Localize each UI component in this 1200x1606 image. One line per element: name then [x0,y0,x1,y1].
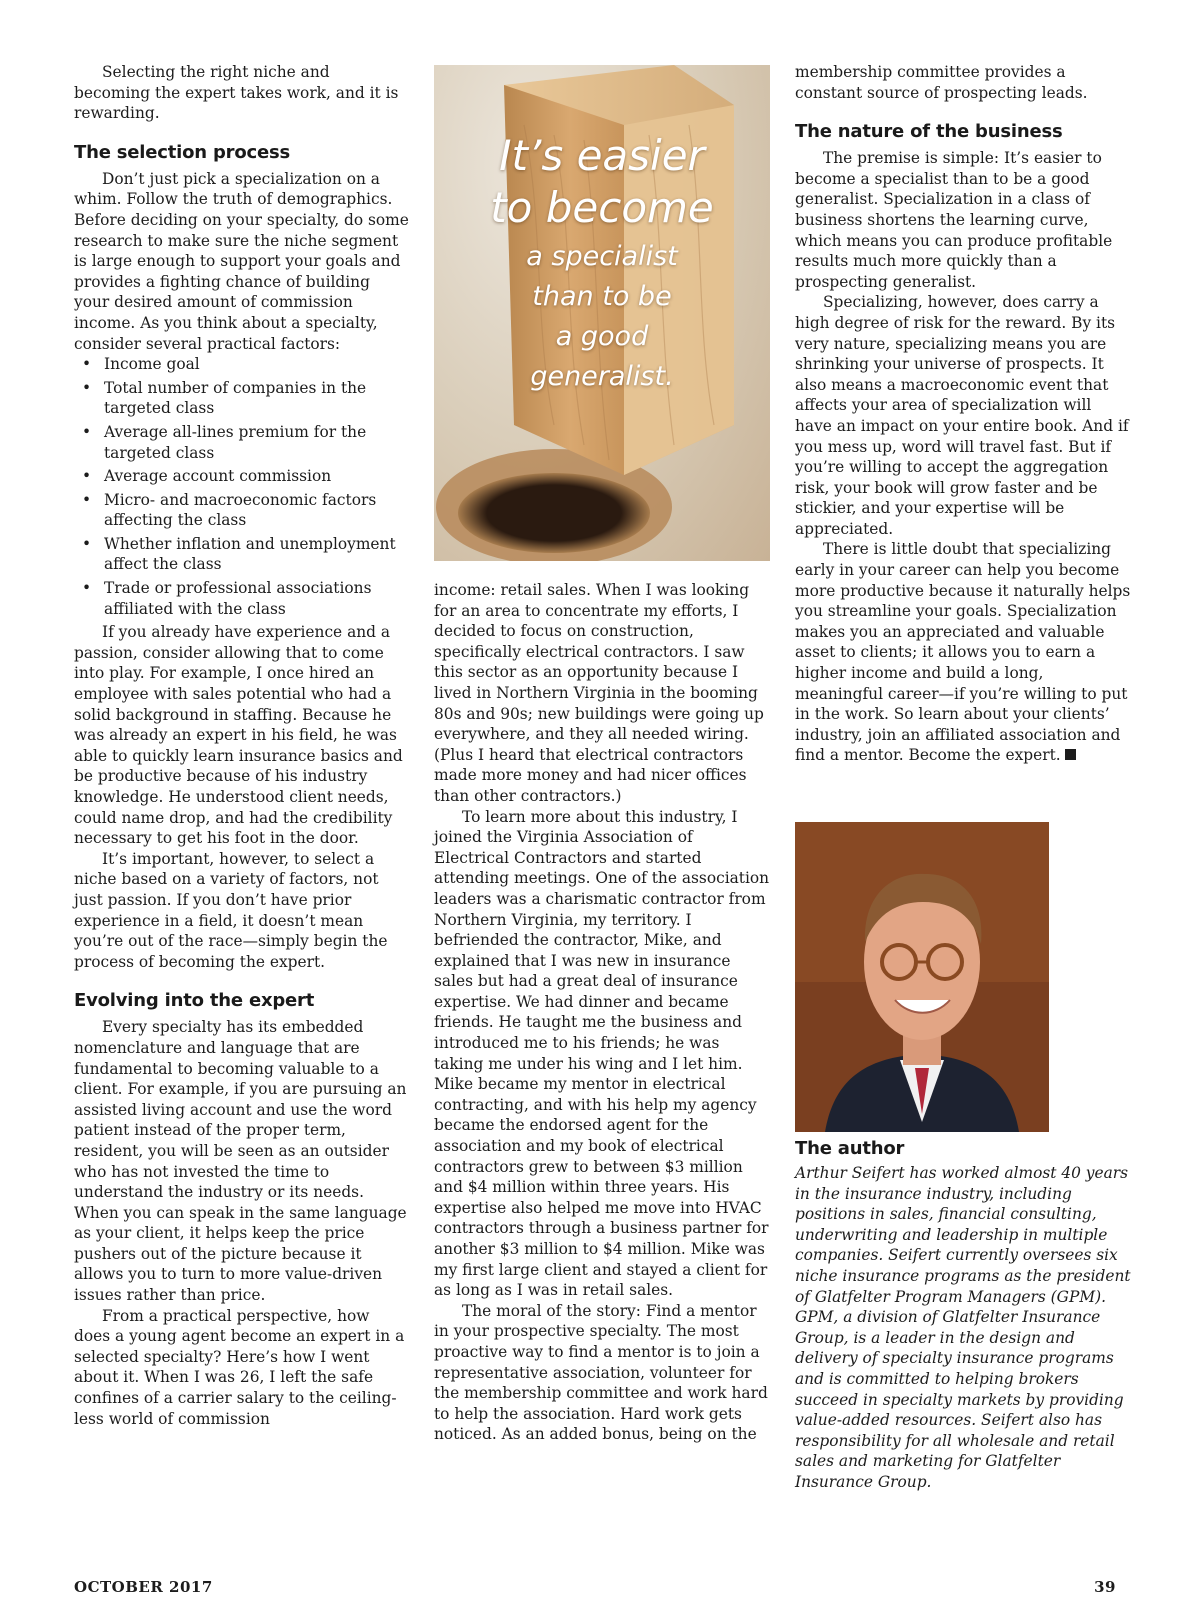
wood-peg-photo [434,65,770,561]
author-photo [795,822,1049,1132]
author-portrait [795,822,1049,1132]
pullquote-line: to become [490,183,714,232]
factors-list [74,354,410,619]
column-1 [74,62,410,1429]
list-item: • Trade or professional associations affiliated with the class [104,578,410,619]
doubt-paragraph [795,539,1131,766]
page-number: 39 [1094,1578,1116,1596]
intro-paragraph: Selecting the right niche and becoming the expert takes work, and it is rewarding. [74,63,399,123]
practical-paragraph: From a practical perspective, how does a young agent become an expert in a selected specialty? Here’s how I went about it. When I was 26, I left the safe confines of a carrier salary to the ceiling-less world of commission [74,1306,405,1428]
list-item: • Total number of companies in the targeted class [104,378,410,419]
doubt-text: There is little doubt that specializing early in your career can help you become more productive because it naturally helps you streamline your goals. Specialization makes you an appreciated and valuable asset to clients; it allows you to earn a higher income and build a long, meaningful career—if you’re willing to put in the work. So learn about your clients’ industry, join an affiliated association and find a mentor. Become the expert. [795,540,1131,765]
heading-selection-process: The selection process [74,141,290,163]
list-item: • Average account commission [104,466,410,487]
column-3 [795,62,1131,766]
heading-evolving: Evolving into the expert [74,990,315,1012]
pullquote-line: It’s easier [499,131,705,180]
end-mark-icon [1065,749,1076,760]
list-item: • Income goal [104,354,410,375]
pullquote-line: a specialist [526,241,678,272]
learn-paragraph: To learn more about this industry, I joined the Virginia Association of Electrical Contractors and started attending meetings. One of the association leaders was a charismatic contractor from Northern Virginia, my territory. I befriended the contractor, Mike, and explained that I was new in insurance sales but had a great deal of insurance expertise. We had dinner and became friends. He taught me the business and introduced me to his friends; he was taking me under his wing and I let him. Mike became my mentor in electrical contracting, and with his help my agency became the endorsed agent for the association and my book of electrical contractors grew to between $3 million and $4 million within three years. His expertise also helped me move into HVAC contractors through a business partner for another $3 million to $4 million. Mike was my first large client and stayed a client for as long as I was in retail sales. [434,807,770,1300]
list-item: • Whether inflation and unemployment affect the class [104,534,410,575]
footer-date: OCTOBER 2017 [74,1578,213,1596]
passion-paragraph: If you already have experience and a passion, consider allowing that to come into play. For example, I once hired an employee with sales potential who had a solid background in staffing. Because he was already an expert in his field, he was able to quickly learn insurance basics and be productive because of his industry knowledge. He understood client needs, could name drop, and had the credibility necessary to get his foot in the door. [74,623,403,848]
list-item: • Average all-lines premium for the targeted class [104,422,410,463]
heading-nature: The nature of the business [795,121,1063,143]
author-bio [795,1138,1131,1493]
author-paragraph: Arthur Seifert has worked almost 40 years in the insurance industry, including positions in sales, financial consulting, underwriting and leadership in multiple companies. Seifert currently oversees six niche insurance programs as the president of Glatfelter Program Managers (GPM). GPM, a division of Glatfelter Insurance Group, is a leader in the design and delivery of specialty insurance programs and is committed to helping brokers succeed in specialty markets by providing value-added resources. Seifert also has responsibility for all wholesale and retail sales and marketing for Glatfelter Insurance Group. [795,1164,1131,1491]
pullquote-line: generalist. [530,361,674,392]
heading-author: The author [795,1138,905,1159]
important-paragraph: It’s important, however, to select a niche based on a variety of factors, not just passion. If you don’t have prior experience in a field, it doesn’t mean you’re out of the race—simply begin the process of becoming the expert. [74,849,388,971]
premise-paragraph: The premise is simple: It’s easier to become a specialist than to be a good generalist. Specialization in a class of business shortens the learning curve, which means you can produce profitable results much more quickly than a prospecting generalist. [795,149,1113,291]
specialty-paragraph: Every specialty has its embedded nomenclature and language that are fundamental to becoming valuable to a client. For example, if you are pursuing an assisted living account and use the word patient instead of the proper term, resident, you will be seen as an outsider who has not invested the time to understand the industry or its needs. When you can speak in the same language as your client, it helps keep the price pushers out of the picture because it allows you to turn to more value-driven issues rather than price. [74,1018,407,1305]
pullquote-line: than to be [532,281,672,312]
pullquote-line: a good [555,321,649,352]
membership-paragraph: membership committee provides a constant source of prospecting leads. [795,63,1088,102]
income-paragraph: income: retail sales. When I was looking for an area to concentrate my efforts, I decided to focus on construction, specifically electrical contractors. I saw this sector as an opportunity because I lived in Northern Virginia in the booming 80s and 90s; new buildings were going up everywhere, and they all needed wiring. (Plus I heard that electrical contractors made more money and had nicer offices than other contractors.) [434,581,764,805]
list-item: • Micro- and macroeconomic factors affecting the class [104,490,410,531]
column-2 [434,580,770,1445]
moral-paragraph: The moral of the story: Find a mentor in your prospective specialty. The most proactive way to find a mentor is to join a representative association, volunteer for the membership committee and work hard to help the association. Hard work gets noticed. As an added bonus, being on the [434,1301,768,1444]
specializing-paragraph: Specializing, however, does carry a high degree of risk for the reward. By its very nature, specializing means you are shrinking your universe of prospects. It also means a macroeconomic event that affects your area of specialization will have an impact on your entire book. And if you mess up, word will travel fast. But if you’re willing to accept the aggregation risk, your book will grow faster and be stickier, and your expertise will be appreciated. [795,293,1129,538]
selection-paragraph: Don’t just pick a specialization on a whim. Follow the truth of demographics. Before deciding on your specialty, do some research to make sure the niche segment is large enough to support your goals and provides a fighting chance of building your desired amount of commission income. As you think about a specialty, consider several practical factors: [74,169,409,353]
